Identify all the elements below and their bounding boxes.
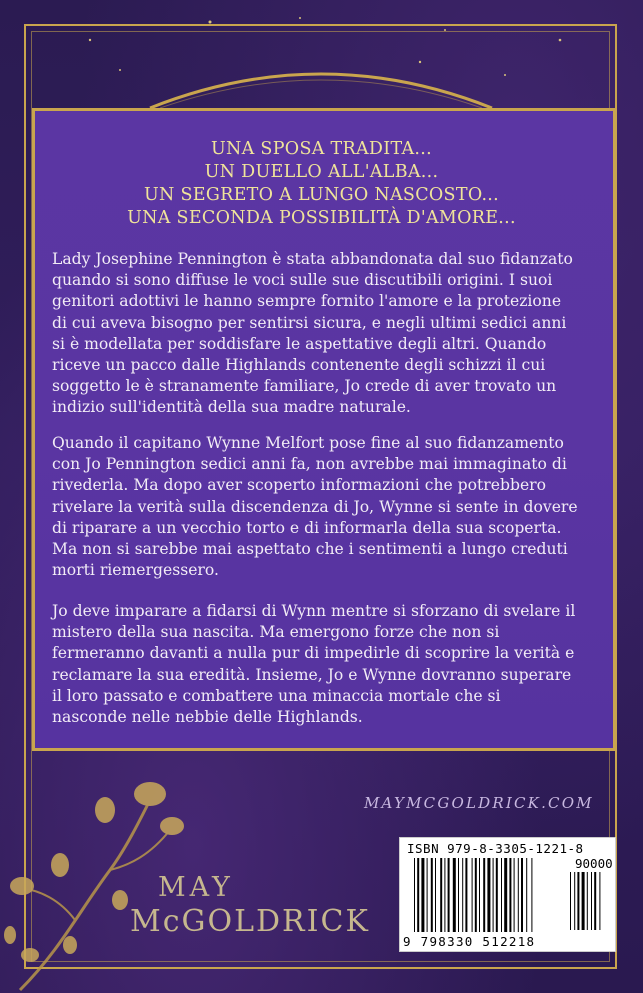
paragraph-line: genitori adottivi le hanno sempre fornito l'amore e la protezione <box>52 292 562 311</box>
headline-2: UN DUELLO ALL'ALBA... <box>204 162 439 182</box>
paragraph-line: Ma non si sarebbe mai aspettato che i sentimenti a lungo creduti <box>52 540 568 559</box>
paragraph-line: riceve un pacco dalle Highlands contenente degli schizzi il cui <box>52 356 546 375</box>
paragraph-line: di riparare a un vecchio torto e di informarla della sua scoperta. <box>52 518 562 537</box>
paragraph-line: indizio sull'identità della sua madre naturale. <box>52 398 411 417</box>
paragraph-line: fermeranno davanti a nulla pur di impedirle di scoprire la verità e <box>52 644 575 663</box>
paragraph-line: il loro passato e combattere una minaccia mortale che si <box>52 686 501 705</box>
blurb-paragraph-1 <box>52 249 592 419</box>
paragraph-line: rivelare la verità sulla discendenza di Jo, Wynne si sente in dovere <box>52 497 578 516</box>
author-last-name: McGOLDRICK <box>130 904 370 939</box>
paragraph-line: Jo deve imparare a fidarsi di Wynn mentre si sforzano di svelare il <box>52 602 576 620</box>
paragraph-line: morti riemergessero. <box>52 561 219 580</box>
paragraph-line: con Jo Pennington sedici anni fa, non avrebbe mai immaginato di <box>52 455 567 474</box>
headline-4: UNA SECONDA POSSIBILITÀ D'AMORE... <box>127 208 516 228</box>
paragraph-line: rivederla. Ma dopo aver scoperto informazioni che potrebbero <box>52 476 547 495</box>
paragraph-line: si è modellata per soddisfare le aspettative degli altri. Quando <box>52 334 547 353</box>
paragraph-line: di cui aveva bisogno per sentirsi sicura, e negli ultimi sedici anni <box>52 313 567 332</box>
headline-1: UNA SPOSA TRADITA... <box>210 139 433 159</box>
author-website: MAYMCGOLDRICK.COM <box>364 794 594 812</box>
paragraph-line: soggetto le è stranamente familiare, Jo crede di aver trovato un <box>52 377 557 396</box>
isbn-number: ISBN 979-8-3305-1221-8 <box>407 841 584 856</box>
paragraph-line: reclamare la sua eredità. Insieme, Jo e Wynne dovranno superare <box>52 665 572 684</box>
price-barcode-bars <box>570 872 610 932</box>
author-first-name: MAY <box>158 872 234 903</box>
blurb-paragraph-3 <box>52 601 592 728</box>
isbn-barcode <box>399 837 616 952</box>
price-code: 90000 <box>575 856 613 871</box>
paragraph-line: Lady Josephine Pennington è stata abbandonata dal suo fidanzato <box>52 250 573 268</box>
ean-number: 9 798330 512218 <box>403 934 536 949</box>
headline-3: UN SEGRETO A LUNGO NASCOSTO... <box>143 185 500 205</box>
blurb-paragraph-2 <box>52 433 592 581</box>
paragraph-line: Quando il capitano Wynne Melfort pose fine al suo fidanzamento <box>52 434 564 452</box>
barcode-bars <box>414 858 564 934</box>
paragraph-line: nasconde nelle nebbie delle Highlands. <box>52 708 363 727</box>
paragraph-line: quando si sono diffuse le voci sulle sue discutibili origini. I suoi <box>52 271 553 290</box>
paragraph-line: mistero della sua nascita. Ma emergono forze che non si <box>52 623 500 642</box>
